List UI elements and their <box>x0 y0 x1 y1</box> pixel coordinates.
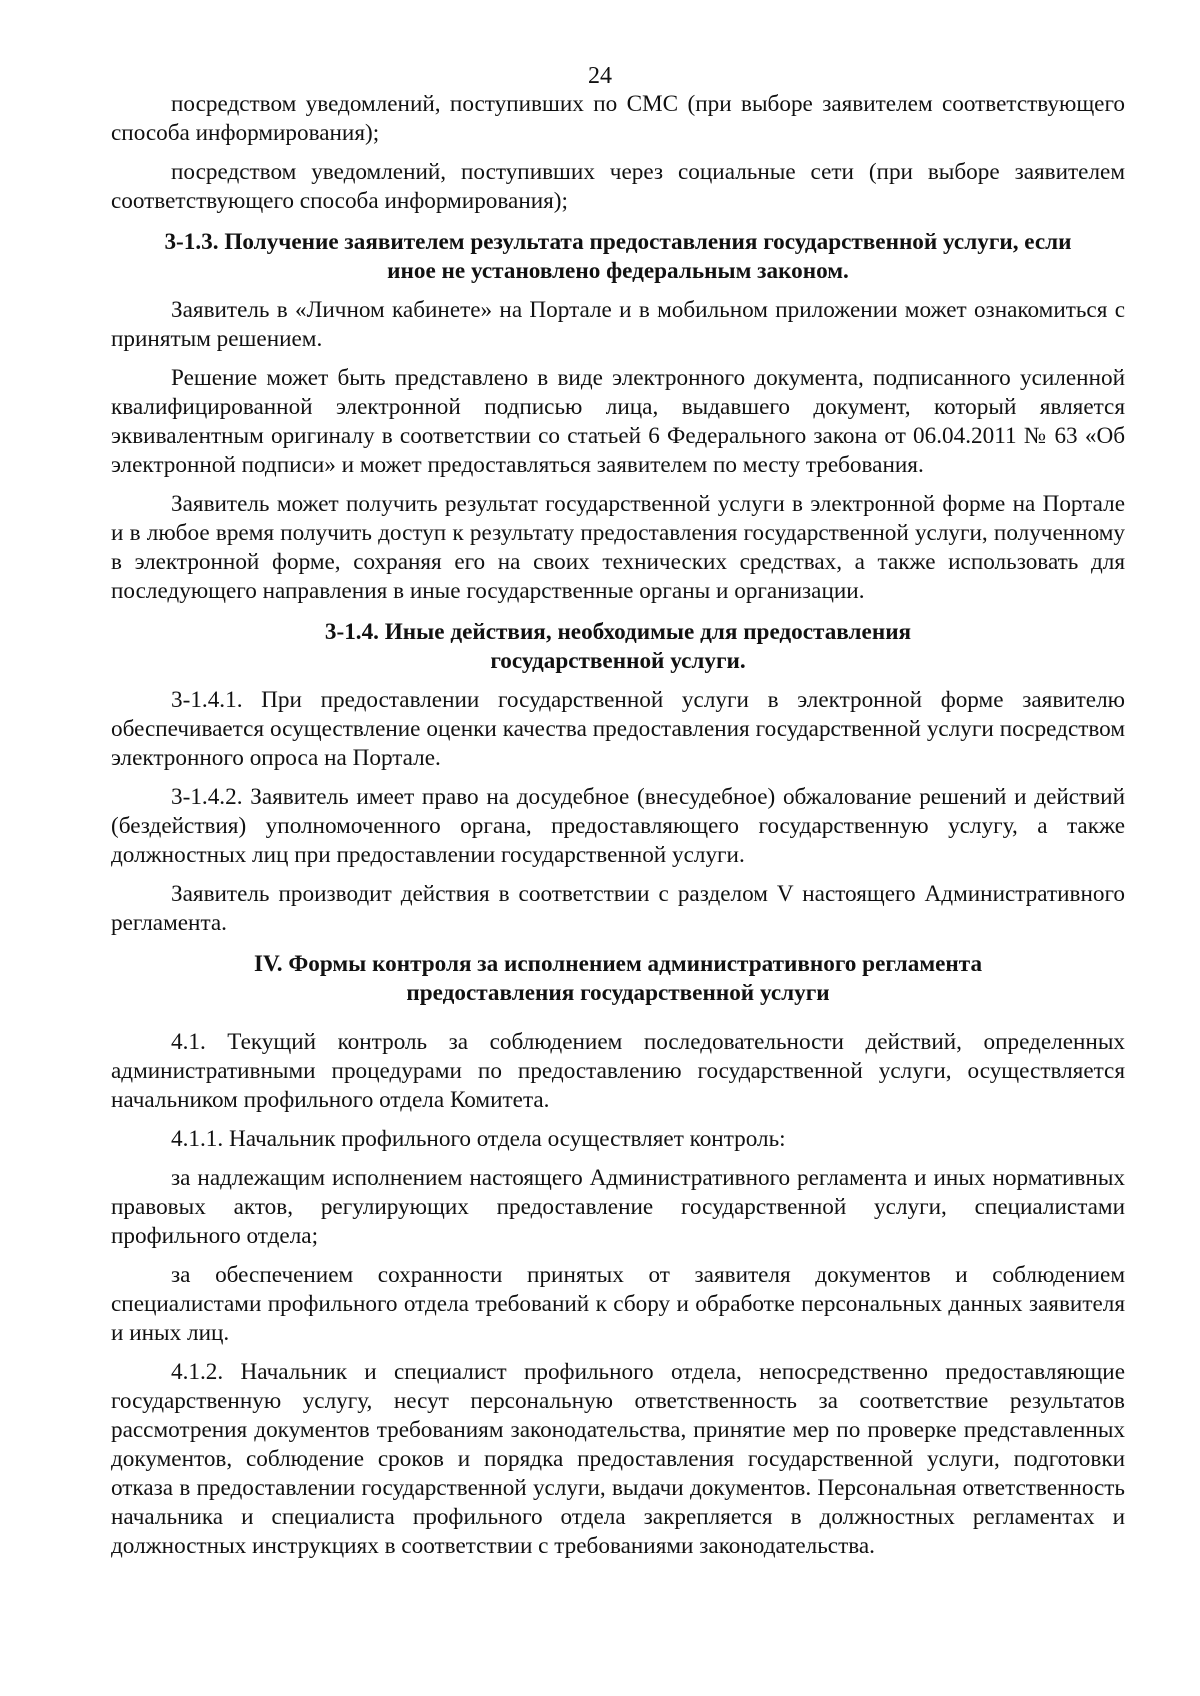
heading-3-1-4-line-1: 3-1.4. Иные действия, необходимые для предоставления <box>324 619 912 645</box>
paragraph-sms-notifications: посредством уведомлений, поступивших по СМС (при выборе заявителем соответствующего способа информирования); <box>111 91 1125 146</box>
paragraph-control-documents: за обеспечением сохранности принятых от заявителя документов и соблюдением специалистами профильного отдела требований к сбору и обработке персональных данных заявителя и иных лиц. <box>111 1262 1125 1346</box>
heading-3-1-3-line-2: иное не установлено федеральным законом. <box>387 258 849 284</box>
paragraph-section-v-reference: Заявитель производит действия в соответствии с разделом V настоящего Административного регламента. <box>111 881 1125 936</box>
page-number: 24 <box>588 63 612 89</box>
paragraph-electronic-document: Решение может быть представлено в виде электронного документа, подписанного усиленной квалифицированной электронной подписью лица, выдавшего документ, который является эквивалентным оригиналу в соответствии со статьей 6 Федерального закона от 06.04.2011 № 63 «Об электронной подписи» и может предоставляться заявителем по месту требования. <box>111 365 1125 478</box>
paragraph-result-electronic-form: Заявитель может получить результат государственной услуги в электронной форме на Портале и в любое время получить доступ к результату предоставления государственной услуги, полученному в электронной форме, сохраняя его на своих технических средствах, а также использовать для последующего направления в иные государственные органы и организации. <box>111 491 1125 604</box>
document-body <box>111 90 1125 1561</box>
heading-3-1-3-line-1: 3-1.3. Получение заявителем результата предоставления государственной услуги, если <box>164 229 1072 255</box>
paragraph-3-1-4-1: 3-1.4.1. При предоставлении государственной услуги в электронной форме заявителю обеспечивается осуществление оценки качества предоставления государственной услуги посредством электронного опроса на Портале. <box>111 687 1125 771</box>
paragraph-4-1-2: 4.1.2. Начальник и специалист профильного отдела, непосредственно предоставляющие государственную услугу, несут персональную ответственность за соответствие результатов рассмотрения документов требованиям законодательства, принятие мер по проверке представленных документов, соблюдение сроков и порядка предоставления государственной услуги, подготовки отказа в предоставлении государственной услуги, выдачи документов. Персональная ответственность начальника и специалиста профильного отдела закрепляется в должностных регламентах и должностных инструкциях в соответствии с требованиями законодательства. <box>111 1359 1125 1559</box>
paragraph-social-notifications: посредством уведомлений, поступивших через социальные сети (при выборе заявителем соответствующего способа информирования); <box>111 159 1125 214</box>
heading-section-iv <box>111 950 1125 1008</box>
heading-3-1-4 <box>111 618 1125 676</box>
heading-3-1-3 <box>111 228 1125 286</box>
paragraph-3-1-4-2: 3-1.4.2. Заявитель имеет право на досудебное (внесудебное) обжалование решений и действий (бездействия) уполномоченного органа, предоставляющего государственную услугу, а также должностных лиц при предоставлении государственной услуги. <box>111 784 1125 868</box>
paragraph-4-1: 4.1. Текущий контроль за соблюдением последовательности действий, определенных административными процедурами по предоставлению государственной услуги, осуществляется начальником профильного отдела Комитета. <box>111 1029 1125 1113</box>
heading-3-1-4-line-2: государственной услуги. <box>490 648 746 674</box>
paragraph-4-1-1: 4.1.1. Начальник профильного отдела осуществляет контроль: <box>171 1126 786 1152</box>
paragraph-control-regulation: за надлежащим исполнением настоящего Административного регламента и иных нормативных правовых актов, регулирующих предоставление государственной услуги, специалистами профильного отдела; <box>111 1165 1125 1249</box>
heading-section-iv-line-2: предоставления государственной услуги <box>406 980 830 1006</box>
heading-section-iv-line-1: IV. Формы контроля за исполнением административного регламента <box>253 951 983 977</box>
paragraph-personal-cabinet: Заявитель в «Личном кабинете» на Портале и в мобильном приложении может ознакомиться с принятым решением. <box>111 297 1125 352</box>
